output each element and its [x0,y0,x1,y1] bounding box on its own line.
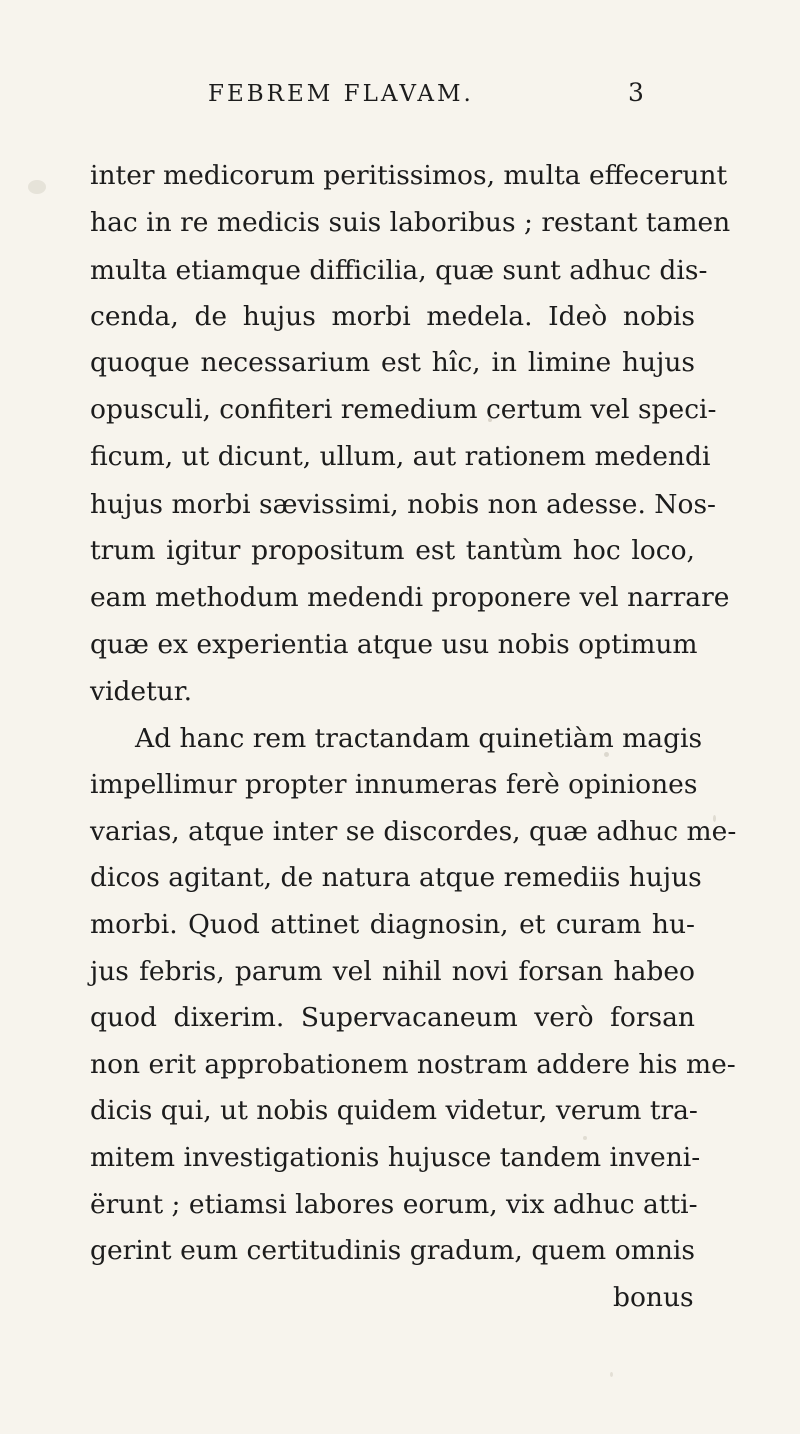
text-line-7: ficum, ut dicunt, ullum, aut rationem medendi [90,441,711,472]
text-line-1: inter medicorum peritissimos, multa effecerunt [90,160,728,191]
text-line-16: dicos agitant, de natura atque remediis hujus [90,862,702,893]
paper-stain [28,180,46,194]
text-line-23: ërunt ; etiamsi labores eorum, vix adhuc atti- [90,1189,698,1220]
paper-speck [713,815,716,822]
catchword: bonus [613,1282,694,1313]
text-line-9: trum igitur propositum est tantùm hoc loco, [90,535,695,566]
text-line-19: quod dixerim. Supervacaneum verò forsan [90,1002,695,1033]
text-line-12: videtur. [90,676,192,707]
text-line-24: gerint eum certitudinis gradum, quem omnis [90,1235,695,1266]
text-line-17: morbi. Quod attinet diagnosin, et curam hu- [90,909,695,940]
text-line-21: dicis qui, ut nobis quidem videtur, verum tra- [90,1095,698,1126]
text-line-13: Ad hanc rem tractandam quinetiàm magis [135,723,703,754]
running-head: FEBREM FLAVAM. [208,81,474,107]
text-line-18: jus febris, parum vel nihil novi forsan habeo [90,956,695,987]
page-number: 3 [628,78,644,107]
text-line-10: eam methodum medendi proponere vel narrare [90,582,730,613]
text-line-2: hac in re medicis suis laboribus ; restant tamen [90,207,731,238]
paper-speck [488,418,492,422]
text-line-11: quæ ex experientia atque usu nobis optimum [90,629,698,660]
text-line-14: impellimur propter innumeras ferè opiniones [90,769,698,800]
text-line-5: quoque necessarium est hîc, in limine hujus [90,347,695,378]
text-line-22: mitem investigationis hujusce tandem inveni- [90,1142,701,1173]
text-line-6: opusculi, confiteri remedium certum vel speci- [90,394,717,425]
paper-speck [583,1136,587,1140]
text-line-3: multa etiamque difficilia, quæ sunt adhuc dis- [90,255,708,286]
paper-speck [610,1372,613,1377]
text-line-15: varias, atque inter se discordes, quæ adhuc me- [90,816,737,847]
text-line-8: hujus morbi sævissimi, nobis non adesse. Nos- [90,489,716,520]
paper-speck [604,752,609,757]
text-line-20: non erit approbationem nostram addere his me- [90,1049,736,1080]
text-line-4: cenda, de hujus morbi medela. Ideò nobis [90,301,695,332]
